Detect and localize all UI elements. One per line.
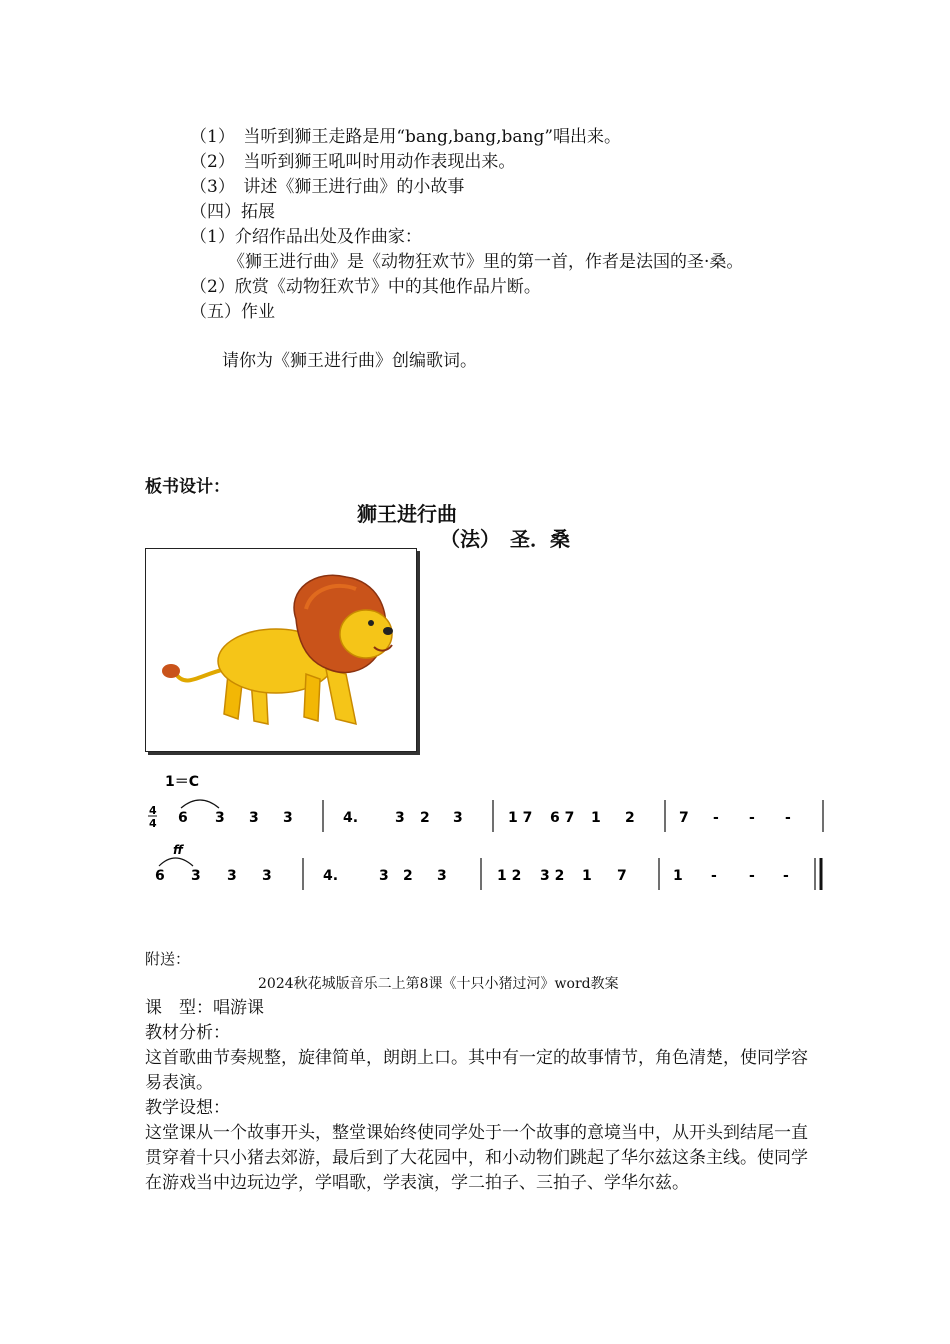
step-listen: （2）欣赏《动物狂欢节》中的其他作品片断。 bbox=[190, 277, 541, 297]
note: 3 bbox=[227, 868, 237, 884]
note: 4. bbox=[323, 868, 339, 884]
note: 1 7 bbox=[508, 810, 533, 826]
composer-note: 《狮王进行曲》是《动物狂欢节》里的第一首，作者是法国的圣·桑。 bbox=[228, 252, 744, 272]
composer-line: （法） 圣．桑 bbox=[440, 527, 570, 551]
note: - bbox=[749, 810, 755, 826]
note: 3 bbox=[249, 810, 259, 826]
note: 1 2 bbox=[497, 868, 522, 884]
idea-label: 教学设想： bbox=[145, 1098, 230, 1118]
note: 3 bbox=[379, 868, 389, 884]
dynamic-mark: ff bbox=[173, 843, 183, 857]
idea-text: 这堂课从一个故事开头，整堂课始终使同学处于一个故事的意境当中，从开头到结尾一直贯穿着十只小猪去郊游，最后到了大花园中，和小动物们跳起了华尔兹这条主线。使同学在游戏当中边玩边学，学唱歌，学表演，学二拍子、三拍子、学华尔兹。 bbox=[145, 1123, 808, 1193]
note: 3 bbox=[453, 810, 463, 826]
section-homework: （五）作业 bbox=[190, 302, 275, 322]
note: - bbox=[783, 868, 789, 884]
note: 4. bbox=[343, 810, 359, 826]
note: 2 bbox=[625, 810, 635, 826]
analysis-label: 教材分析： bbox=[145, 1023, 230, 1043]
time-sig-top: 4 bbox=[149, 804, 157, 817]
note: 6 bbox=[178, 810, 188, 826]
note: 2 bbox=[403, 868, 413, 884]
board-label: 板书设计： bbox=[145, 477, 230, 497]
note: 3 bbox=[283, 810, 293, 826]
note: 3 bbox=[437, 868, 447, 884]
step-3: （3） 讲述《狮王进行曲》的小故事 bbox=[190, 177, 465, 197]
step-1: （1） 当听到狮王走路是用“bang,bang,bang”唱出来。 bbox=[190, 127, 622, 147]
note: 3 bbox=[191, 868, 201, 884]
note: 7 bbox=[617, 868, 627, 884]
note: 1 bbox=[673, 868, 683, 884]
note: - bbox=[749, 868, 755, 884]
appendix-title: 2024秋花城版音乐二上第8课《十只小猪过河》word教案 bbox=[258, 976, 619, 992]
note: 7 bbox=[679, 810, 689, 826]
note: 6 bbox=[155, 868, 165, 884]
key-signature: 1＝C bbox=[165, 774, 200, 790]
step-2: （2） 当听到狮王吼叫时用动作表现出来。 bbox=[190, 152, 516, 172]
section-extension: （四）拓展 bbox=[190, 202, 275, 222]
note: 3 bbox=[395, 810, 405, 826]
analysis-text: 这首歌曲节奏规整，旋律简单，朗朗上口。其中有一定的故事情节，角色清楚，使同学容易表演。 bbox=[145, 1048, 808, 1093]
note: 3 bbox=[215, 810, 225, 826]
step-intro-composer: （1）介绍作品出处及作曲家： bbox=[190, 227, 422, 247]
note: 6 7 bbox=[550, 810, 575, 826]
note: 3 bbox=[262, 868, 272, 884]
lesson-type: 课 型：唱游课 bbox=[145, 998, 264, 1018]
jianpu-score bbox=[145, 770, 835, 900]
time-sig-bottom: 4 bbox=[149, 817, 157, 830]
note: 3 2 bbox=[540, 868, 565, 884]
note: - bbox=[785, 810, 791, 826]
lion-icon bbox=[146, 549, 416, 751]
note: 1 bbox=[591, 810, 601, 826]
note: 2 bbox=[420, 810, 430, 826]
song-title: 狮王进行曲 bbox=[357, 502, 457, 526]
note: - bbox=[711, 868, 717, 884]
appendix-label: 附送： bbox=[145, 950, 191, 968]
note: 1 bbox=[582, 868, 592, 884]
homework-text: 请你为《狮王进行曲》创编歌词。 bbox=[222, 351, 477, 371]
note: - bbox=[713, 810, 719, 826]
lion-illustration bbox=[145, 548, 417, 752]
